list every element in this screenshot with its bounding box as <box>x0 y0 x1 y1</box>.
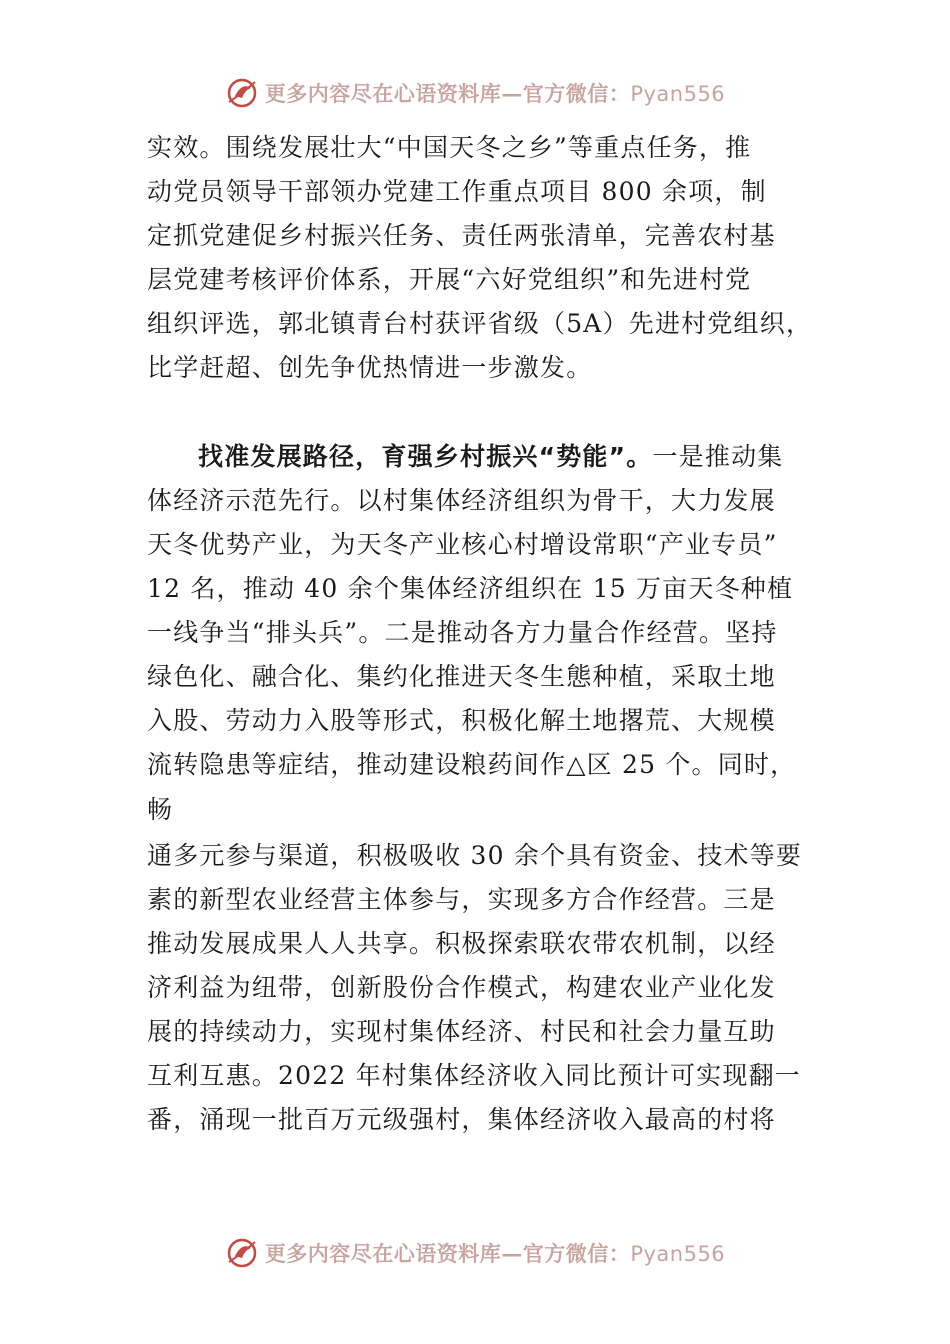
text-line: 一线争当“排头兵”。二是推动各方力量合作经营。坚持 <box>147 618 778 647</box>
text-line: 绿色化、融合化、集约化推进天冬生態种植，采取土地 <box>147 662 776 691</box>
text-line: 入股、劳动力入股等形式，积极化解土地撂荒、大规模 <box>147 706 776 735</box>
text-segment: 一是推动集 <box>652 442 784 471</box>
logo-icon <box>225 76 259 110</box>
text-line: 体经济示范先行。以村集体经济组织为骨干，大力发展 <box>147 486 776 515</box>
text-line: 展的持续动力，实现村集体经济、村民和社会力量互助 <box>147 1017 776 1046</box>
paragraph-first-line <box>198 442 783 472</box>
text-line: 实效。围绕发展壮大“中国天冬之乡”等重点任务，推 <box>147 133 752 162</box>
text-line: 通多元参与渠道，积极吸收 30 余个具有资金、技术等要 <box>147 841 803 870</box>
logo-icon <box>225 1236 259 1270</box>
paragraph-heading: 找准发展路径，育强乡村振兴“势能”。 <box>198 442 653 471</box>
header-watermark <box>0 73 950 113</box>
header-banner-text: 更多内容尽在心语资料库—官方微信：Pyan556 <box>264 81 726 106</box>
text-line: 比学赶超、创先争优热情进一步激发。 <box>147 353 593 382</box>
text-line: 层党建考核评价体系，开展“六好党组织”和先进村党 <box>147 265 752 294</box>
text-line: 动党员领导干部领办党建工作重点项目 800 余项，制 <box>147 177 767 206</box>
text-line: 济利益为纽带，创新股份合作模式，构建农业产业化发 <box>147 973 776 1002</box>
text-line: 畅 <box>147 795 174 824</box>
text-line: 组织评选，郭北镇青台村获评省级（5A）先进村党组织， <box>147 309 813 338</box>
text-line: 素的新型农业经营主体参与，实现多方合作经营。三是 <box>147 885 776 914</box>
text-line: 番，涌现一批百万元级强村，集体经济收入最高的村将 <box>147 1105 776 1134</box>
text-line: 互利互惠。2022 年村集体经济收入同比预计可实现翻一 <box>147 1061 801 1090</box>
footer-watermark <box>0 1233 950 1273</box>
text-line: 推动发展成果人人共享。积极探索联农带农机制，以经 <box>147 929 776 958</box>
text-line: 定抓党建促乡村振兴任务、责任两张清单，完善农村基 <box>147 221 776 250</box>
text-line: 12 名，推动 40 余个集体经济组织在 15 万亩天冬种植 <box>147 574 794 603</box>
text-line: 流转隐患等症结，推动建设粮药间作△区 25 个。同时， <box>147 750 797 779</box>
footer-banner-text: 更多内容尽在心语资料库—官方微信：Pyan556 <box>264 1241 726 1266</box>
text-line: 天冬优势产业，为天冬产业核心村增设常职“产业专员” <box>147 530 778 559</box>
